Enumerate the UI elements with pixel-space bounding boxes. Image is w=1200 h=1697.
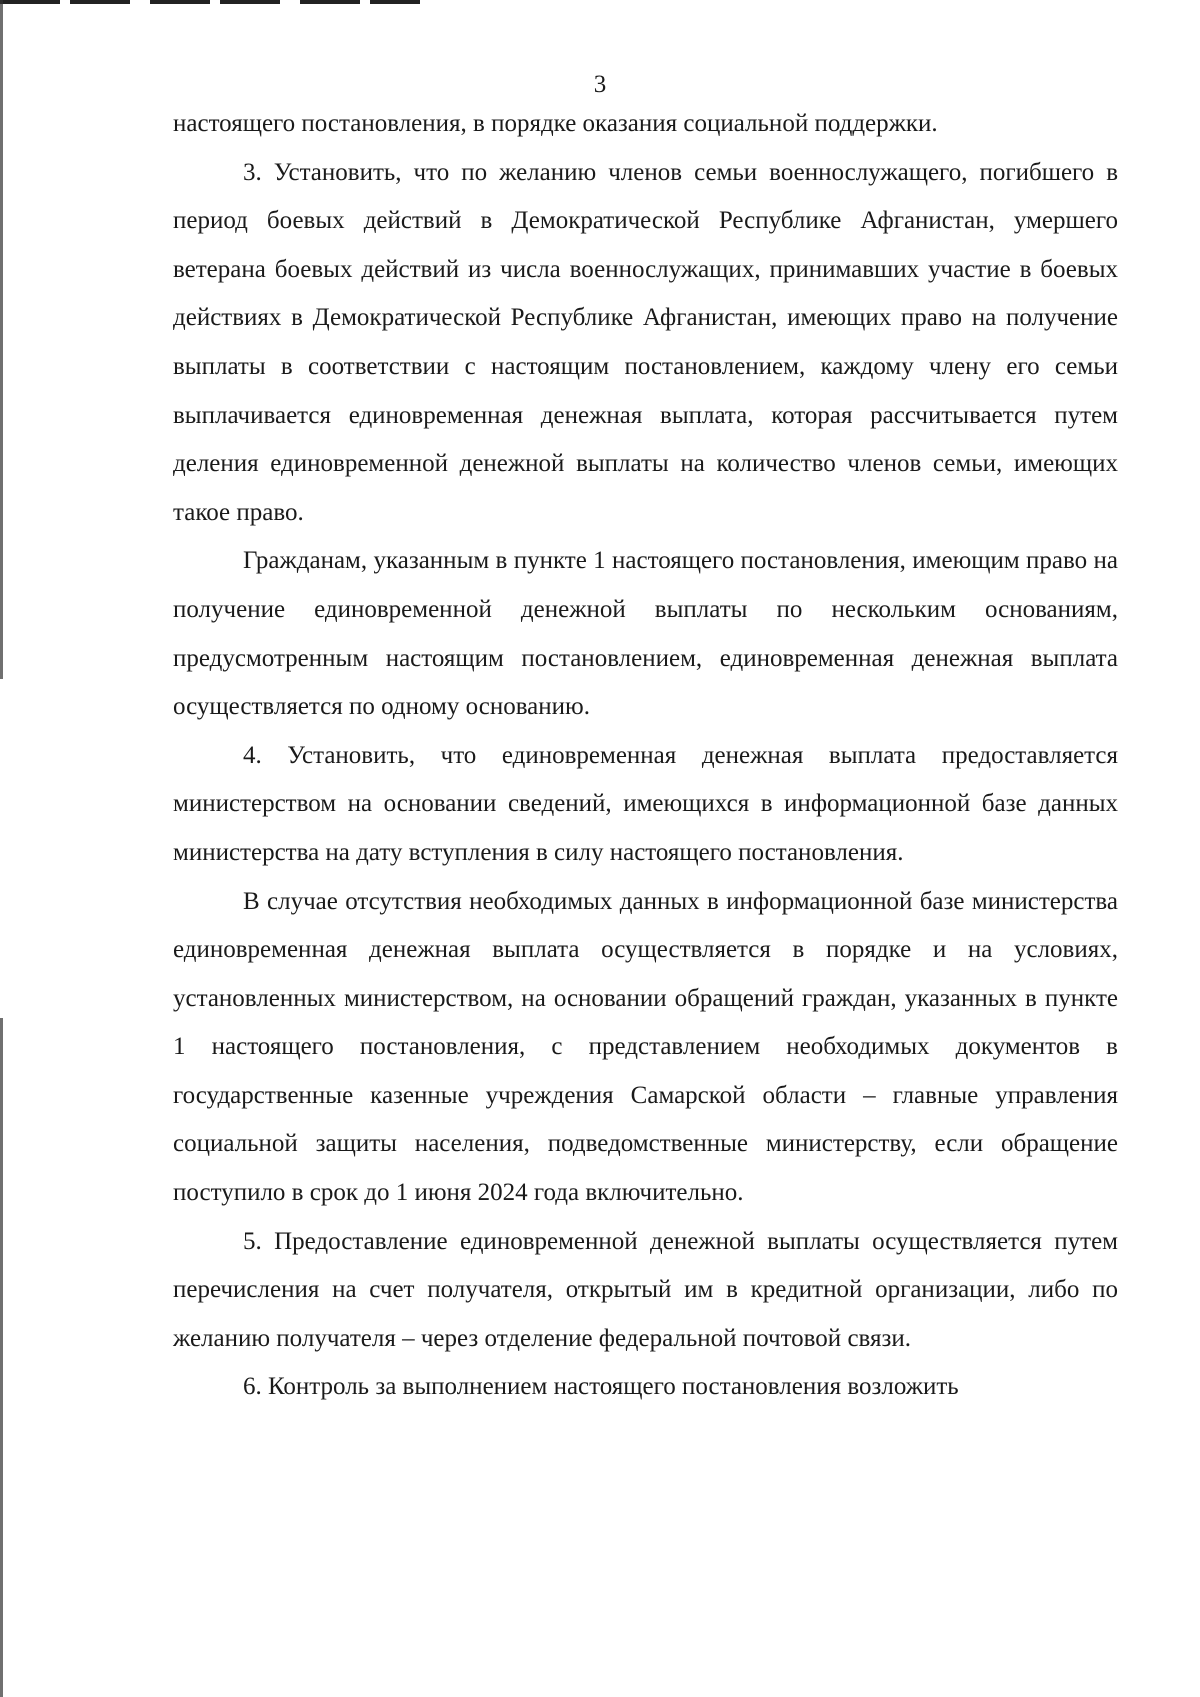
paragraph-item-4-note: В случае отсутствия необходимых данных в информационной базе министерства единовременная денежная выплата осуществляется в порядке и на условиях, установленных министерством, на основании обращений граждан, указанных в пункте 1 настоящего постановления, с представлением необходимых документов в государственные казенные учреждения Самарской области – главные управления социальной защиты населения, подведомственные министерству, если обращение поступило в срок до 1 июня 2024 года включительно. — [173, 887, 1118, 1207]
scan-top-edge — [0, 0, 420, 4]
scan-left-edge — [0, 0, 3, 1697]
paragraph-item-4: 4. Установить, что единовременная денежная выплата предоставляется министерством на основании сведений, имеющихся в информационной базе данных министерства на дату вступления в силу настоящего постановления. — [173, 741, 1118, 866]
paragraph-item-3: 3. Установить, что по желанию членов семьи военнослужащего, погибшего в период боевых действий в Демократической Республике Афганистан, умершего ветерана боевых действий из числа военнослужащих, принимавших участие в боевых действиях в Демократической Республике Афганистан, имеющих право на получение выплаты в соответствии с настоящим постановлением, каждому члену его семьи выплачивается единовременная денежная выплата, которая рассчитывается путем деления единовременной денежной выплаты на количество членов семьи, имеющих такое право. — [173, 158, 1118, 526]
paragraph-item-5: 5. Предоставление единовременной денежной выплаты осуществляется путем перечисления на счет получателя, открытый им в кредитной организации, либо по желанию получателя – через отделение федеральной почтовой связи. — [173, 1227, 1118, 1352]
paragraph-item-3-note: Гражданам, указанным в пункте 1 настоящего постановления, имеющим право на получение единовременной денежной выплаты по нескольким основаниям, предусмотренным настоящим постановлением, единовременная денежная выплата осуществляется по одному основанию. — [173, 547, 1118, 721]
document-body — [173, 100, 1118, 1412]
paragraph-item-6: 6. Контроль за выполнением настоящего постановления возложить — [243, 1373, 959, 1401]
paragraph-continuation: настоящего постановления, в порядке оказания социальной поддержки. — [173, 110, 938, 137]
page-number: 3 — [593, 71, 607, 98]
